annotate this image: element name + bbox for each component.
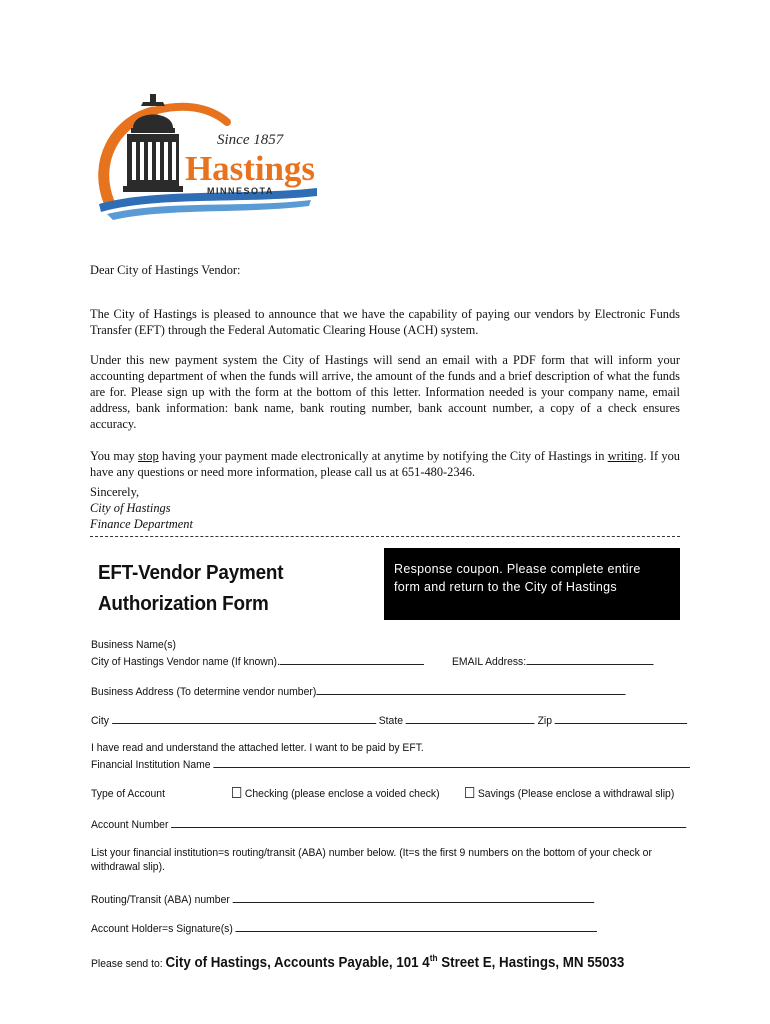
city-state-zip-row	[91, 712, 687, 728]
signature-department: Finance Department	[90, 517, 193, 531]
savings-label: Savings (Please enclose a withdrawal slip)	[477, 788, 675, 800]
zip-field[interactable]	[555, 712, 687, 724]
checking-checkbox[interactable]	[232, 787, 241, 798]
send-to-address	[166, 955, 625, 971]
signature-row	[91, 920, 597, 936]
city-of-hastings-logo	[95, 92, 320, 222]
response-coupon-box	[384, 548, 680, 620]
city-field[interactable]	[112, 712, 376, 724]
p3-writing: writing	[607, 449, 644, 464]
send-to-line	[91, 951, 624, 971]
email-row	[452, 653, 653, 669]
savings-option[interactable]	[465, 787, 674, 801]
business-address-row	[91, 683, 625, 699]
address-sup: th	[429, 953, 438, 963]
email-field[interactable]	[526, 653, 653, 665]
checking-option[interactable]	[232, 787, 440, 801]
p3-text-a: You may	[90, 449, 138, 464]
coupon-line-1: Response coupon. Please complete entire	[394, 562, 641, 576]
account-number-field[interactable]	[171, 816, 686, 828]
signature-label: Account Holder=s Signature(s)	[91, 923, 233, 935]
cut-line-divider	[90, 536, 680, 537]
city-label: City	[91, 715, 109, 727]
institution-label: Financial Institution Name	[91, 759, 211, 771]
coupon-line-2: form and return to the City of Hastings	[394, 580, 617, 594]
send-to-label: Please send to:	[91, 957, 166, 970]
address-part-a: City of Hastings, Accounts Payable, 101 4	[165, 954, 430, 971]
business-address-label: Business Address (To determine vendor number)	[91, 686, 317, 698]
logo-name-text: Hastings	[185, 149, 315, 188]
business-address-field[interactable]	[316, 683, 625, 695]
logo-state-text: MINNESOTA	[207, 186, 274, 196]
agreement-text: I have read and understand the attached letter. I want to be paid by EFT.	[91, 742, 424, 754]
vendor-name-field[interactable]	[280, 653, 424, 665]
signature-field[interactable]	[236, 920, 598, 932]
p3-text-c: . If you have any questions or need more information, please call us at 651-480-2346.	[90, 449, 680, 480]
form-title-line-2: Authorization Form	[98, 592, 269, 615]
address-part-b: Street E, Hastings, MN 55033	[437, 954, 625, 971]
account-number-label: Account Number	[91, 819, 169, 831]
form-title	[98, 557, 283, 619]
institution-field[interactable]	[213, 756, 690, 768]
letter-paragraph-2: Under this new payment system the City of Hastings will send an email with a PDF form that will inform your accounting department of when the funds will arrive, the amount of the funds and a brief description of what the funds are for. Please sign up with the form at the bottom of this letter. Information needed is your company name, email address, bank information: bank name, bank routing number, bank account number, a copy of a check ensures accuracy.	[90, 353, 680, 432]
closing: Sincerely,	[90, 485, 140, 499]
checking-label: Checking (please enclose a voided check)	[244, 788, 440, 800]
routing-row	[91, 891, 594, 907]
form-title-line-1: EFT-Vendor Payment	[98, 561, 284, 584]
routing-instructions: List your financial institution=s routing/transit (ABA) number below. (It=s the first 9 numbers on the bottom of your check or withdrawal slip).	[91, 847, 652, 873]
letter-paragraph-1: The City of Hastings is pleased to announce that we have the capability of paying our vendors by Electronic Funds Transfer (EFT) through the Federal Automatic Clearing House (ACH) system.	[90, 307, 680, 338]
vendor-name-row	[91, 653, 424, 669]
routing-field[interactable]	[233, 891, 595, 903]
logo-since-text: Since 1857	[217, 132, 284, 148]
routing-label: Routing/Transit (ABA) number	[91, 894, 230, 906]
zip-label: Zip	[537, 715, 553, 727]
savings-checkbox[interactable]	[465, 787, 474, 798]
state-field[interactable]	[406, 712, 535, 724]
account-number-row	[91, 816, 686, 832]
state-label: State	[378, 715, 404, 727]
email-label: EMAIL Address:	[452, 656, 527, 668]
p3-text-b: having your payment made electronically at anytime by notifying the City of Hastings in	[158, 449, 608, 464]
signature-city: City of Hastings	[90, 501, 171, 515]
account-type-label: Type of Account	[91, 788, 165, 800]
p3-stop: stop	[138, 449, 159, 464]
vendor-name-label: City of Hastings Vendor name (If known).	[91, 656, 280, 668]
letter-paragraph-3	[90, 448, 680, 480]
salutation: Dear City of Hastings Vendor:	[90, 263, 241, 277]
institution-row	[91, 756, 690, 772]
business-names-label: Business Name(s)	[91, 639, 176, 651]
